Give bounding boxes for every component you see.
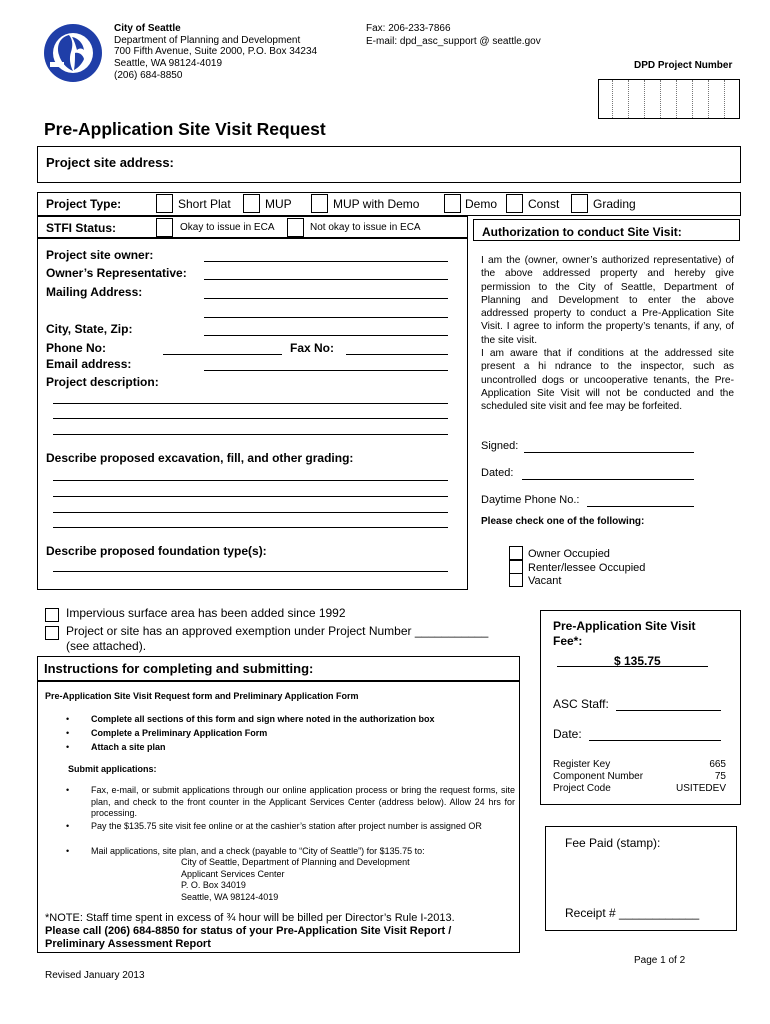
approved-exemption-checkbox[interactable] bbox=[45, 626, 59, 640]
email-label: Email address: bbox=[46, 357, 132, 371]
org-phone: (206) 684-8850 bbox=[114, 69, 183, 81]
dpd-project-number-label: DPD Project Number bbox=[634, 60, 733, 71]
owner-occupied-label: Owner Occupied bbox=[528, 548, 610, 560]
authorization-paragraph-2: I am aware that if conditions at the addressed site present a hi ndrance to the inspector, such as uncontrolled dogs or uncooperative tenants, the Pre-Application Site Visit will not be conducted and the scheduled site visit and fee may be forfeited. bbox=[481, 348, 734, 413]
org-street: 700 Fifth Avenue, Suite 2000, P.O. Box 34234 bbox=[114, 46, 318, 58]
fee-paid-label: Fee Paid (stamp): bbox=[565, 836, 661, 850]
approved-exemption-label: Project or site has an approved exemption under Project Number ___________ bbox=[66, 624, 489, 638]
component-number-value: 75 bbox=[714, 771, 726, 782]
submit-heading: Submit applications: bbox=[68, 764, 157, 774]
project-number-cell bbox=[598, 80, 613, 118]
project-number-cell bbox=[646, 80, 661, 118]
mail-address-line: P. O. Box 34019 bbox=[181, 880, 246, 890]
mailing-address-label: Mailing Address: bbox=[46, 285, 143, 299]
header-email: E-mail: dpd_asc_support @ seattle.gov bbox=[366, 35, 541, 47]
bullet: • bbox=[66, 846, 70, 856]
city-state-zip-field[interactable] bbox=[204, 335, 448, 336]
fax-label: Fax No: bbox=[290, 341, 335, 355]
not-okay-eca-option-label: Not okay to issue in ECA bbox=[310, 222, 421, 233]
signed-label: Signed: bbox=[481, 440, 519, 452]
vacant-label: Vacant bbox=[528, 575, 562, 587]
signed-field[interactable] bbox=[524, 452, 694, 453]
fee-amount-underline bbox=[557, 666, 708, 667]
short-plat-option-label: Short Plat bbox=[178, 197, 231, 211]
demo-option-label: Demo bbox=[465, 197, 498, 211]
bullet: • bbox=[66, 742, 70, 752]
project-description-field[interactable] bbox=[53, 418, 448, 419]
project-code-value: USITEDEV bbox=[675, 783, 726, 794]
bullet: • bbox=[66, 728, 70, 738]
project-description-field[interactable] bbox=[53, 403, 448, 404]
city-of-seattle-seal-logo bbox=[42, 22, 104, 84]
grading-checkbox[interactable] bbox=[571, 194, 588, 213]
const-option-label: Const bbox=[528, 197, 560, 211]
email-field[interactable] bbox=[204, 370, 448, 371]
mail-address-line: Applicant Services Center bbox=[181, 868, 285, 879]
daytime-phone-field[interactable] bbox=[587, 506, 694, 507]
not-okay-eca-checkbox[interactable] bbox=[287, 218, 304, 237]
owner-rep-label: Owner’s Representative: bbox=[46, 266, 187, 280]
short-plat-checkbox[interactable] bbox=[156, 194, 173, 213]
header-fax: Fax: 206-233-7866 bbox=[366, 23, 451, 34]
page-number: Page 1 of 2 bbox=[634, 955, 686, 966]
site-address-label: Project site address: bbox=[46, 155, 174, 170]
authorization-heading: Authorization to conduct Site Visit: bbox=[482, 225, 682, 239]
mail-address-block bbox=[181, 857, 410, 903]
component-number-label: Component Number bbox=[553, 771, 644, 782]
mailing-address-field[interactable] bbox=[204, 298, 448, 299]
fee-amount: $ 135.75 bbox=[614, 654, 661, 668]
step-preliminary-form: Complete a Preliminary Application Form bbox=[91, 728, 268, 738]
org-city: Seattle, WA 98124-4019 bbox=[114, 58, 223, 70]
demo-checkbox[interactable] bbox=[444, 194, 461, 213]
project-number-cell bbox=[630, 80, 645, 118]
dated-label: Dated: bbox=[481, 467, 514, 479]
org-name: City of Seattle bbox=[114, 23, 181, 34]
project-number-cell bbox=[694, 80, 709, 118]
fee-label-line-2: Fee*: bbox=[553, 634, 583, 648]
project-number-cell bbox=[678, 80, 693, 118]
owner-label: Project site owner: bbox=[46, 248, 154, 262]
owner-rep-field[interactable] bbox=[204, 279, 448, 280]
fee-label-line-1: Pre-Application Site Visit bbox=[553, 619, 696, 633]
org-address-block bbox=[114, 23, 317, 82]
mup-checkbox[interactable] bbox=[243, 194, 260, 213]
bullet: • bbox=[66, 714, 70, 724]
foundation-label: Describe proposed foundation type(s): bbox=[46, 544, 267, 558]
project-number-cell bbox=[710, 80, 725, 118]
mail-address-line: Seattle, WA 98124-4019 bbox=[181, 891, 279, 902]
instructions-subheading: Pre-Application Site Visit Request form and Preliminary Application Form bbox=[45, 691, 359, 701]
owner-field[interactable] bbox=[204, 261, 448, 262]
excavation-field[interactable] bbox=[53, 512, 448, 513]
renter-occupied-checkbox[interactable] bbox=[509, 560, 523, 574]
excavation-field[interactable] bbox=[53, 527, 448, 528]
register-key-value: 665 bbox=[709, 759, 726, 770]
status-call-line-1: Please call (206) 684-8850 for status of your Pre-Application Site Visit Report / bbox=[45, 925, 452, 937]
excavation-label: Describe proposed excavation, fill, and other grading: bbox=[46, 451, 354, 465]
city-state-zip-label: City, State, Zip: bbox=[46, 322, 133, 336]
okay-eca-checkbox[interactable] bbox=[156, 218, 173, 237]
grading-option-label: Grading bbox=[593, 197, 636, 211]
check-one-label: Please check one of the following: bbox=[481, 516, 645, 527]
project-number-cell bbox=[614, 80, 629, 118]
step-complete-form: Complete all sections of this form and sign where noted in the authorization box bbox=[91, 714, 435, 724]
staff-time-note: *NOTE: Staff time spent in excess of ¾ hour will be billed per Director’s Rule I-2013. bbox=[45, 912, 455, 924]
excavation-field[interactable] bbox=[53, 480, 448, 481]
const-checkbox[interactable] bbox=[506, 194, 523, 213]
org-department: Department of Planning and Development bbox=[114, 34, 301, 46]
project-description-label: Project description: bbox=[46, 375, 159, 389]
bullet: • bbox=[66, 785, 70, 795]
asc-staff-label: ASC Staff: bbox=[553, 697, 609, 711]
receipt-number-field[interactable]: Receipt # ____________ bbox=[565, 906, 700, 920]
dated-field[interactable] bbox=[522, 479, 694, 480]
submit-item-fax: Fax, e-mail, or submit applications through our online application process or bring the request forms, site plan, and check to the front counter in the Applicant Services Center (address below). Allow 24 hrs for processing. bbox=[91, 785, 515, 818]
stfi-status-label: STFI Status: bbox=[46, 221, 117, 235]
authorization-paragraph-1: I am the (owner, owner’s authorized representative) of the above addressed property and hereby give permission to the City of Seattle, Department of Planning and Development to enter the above addressed property to conduct a Pre-Application Site Visit. I agree to inform the property’s tenants, if any, of the site visit. bbox=[481, 255, 734, 346]
project-code-label: Project Code bbox=[553, 783, 611, 794]
mup-with-demo-checkbox[interactable] bbox=[311, 194, 328, 213]
daytime-phone-label: Daytime Phone No.: bbox=[481, 494, 580, 506]
owner-occupied-checkbox[interactable] bbox=[509, 546, 523, 560]
page-title: Pre-Application Site Visit Request bbox=[44, 119, 326, 139]
see-attached-label: (see attached). bbox=[66, 639, 147, 653]
mup-with-demo-option-label: MUP with Demo bbox=[333, 197, 420, 211]
mail-address-line: City of Seattle, Department of Planning and Development bbox=[181, 857, 410, 867]
foundation-field[interactable] bbox=[53, 571, 448, 572]
submit-item-pay: Pay the $135.75 site visit fee online or at the cashier’s station after project number is assigned OR bbox=[91, 821, 482, 831]
project-description-field[interactable] bbox=[53, 434, 448, 435]
status-call-line-2: Preliminary Assessment Report bbox=[45, 938, 211, 950]
excavation-field[interactable] bbox=[53, 496, 448, 497]
phone-label: Phone No: bbox=[46, 341, 106, 355]
step-site-plan: Attach a site plan bbox=[91, 742, 166, 752]
fee-label bbox=[553, 619, 695, 649]
project-type-label: Project Type: bbox=[46, 197, 122, 211]
okay-eca-option-label: Okay to issue in ECA bbox=[180, 222, 275, 233]
project-number-cell bbox=[662, 80, 677, 118]
phone-field[interactable] bbox=[163, 354, 282, 355]
renter-occupied-label: Renter/lessee Occupied bbox=[528, 562, 646, 574]
fax-field[interactable] bbox=[346, 354, 448, 355]
impervious-surface-checkbox[interactable] bbox=[45, 608, 59, 622]
fee-date-label: Date: bbox=[553, 727, 582, 741]
revised-date: Revised January 2013 bbox=[45, 970, 145, 981]
vacant-checkbox[interactable] bbox=[509, 573, 523, 587]
mup-option-label: MUP bbox=[265, 197, 292, 211]
fee-date-field[interactable] bbox=[589, 740, 721, 741]
register-key-label: Register Key bbox=[553, 759, 611, 770]
instructions-heading: Instructions for completing and submitting: bbox=[44, 661, 314, 676]
bullet: • bbox=[66, 821, 70, 831]
mailing-address-field-2[interactable] bbox=[204, 317, 448, 318]
submit-item-mail: Mail applications, site plan, and a check (payable to “City of Seattle”) for $135.75 to: bbox=[91, 846, 425, 856]
asc-staff-field[interactable] bbox=[616, 710, 721, 711]
impervious-surface-label: Impervious surface area has been added since 1992 bbox=[66, 606, 346, 620]
